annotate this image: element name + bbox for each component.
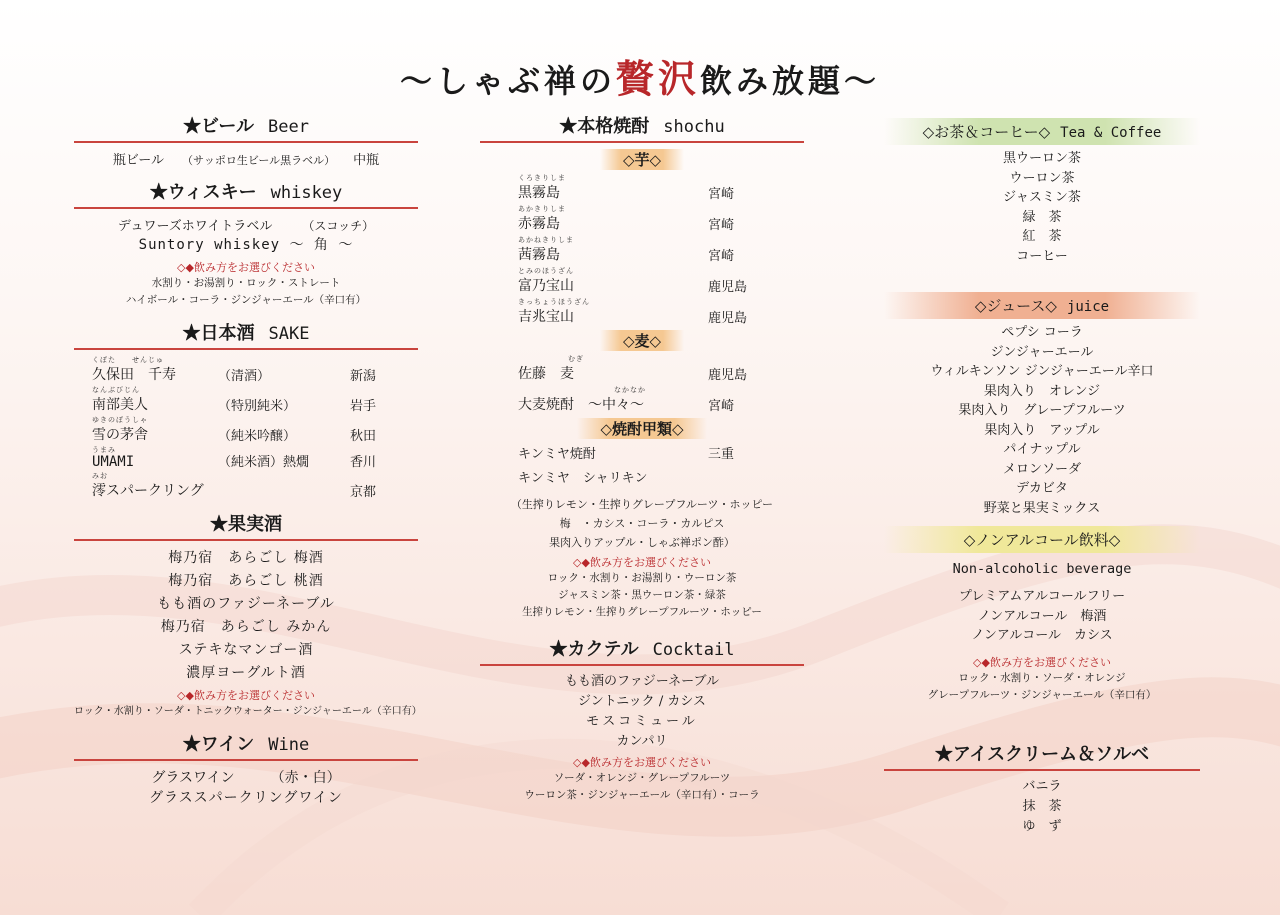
fruit-item: もも酒のファジーネーブル — [157, 596, 335, 612]
shochu-kou-mix-1: （生搾りレモン・生搾りグレープフルーツ・ホッピー — [510, 498, 774, 511]
cocktail-item: ジントニック / カシス — [578, 694, 706, 709]
cocktail-item: カンパリ — [616, 734, 668, 749]
tea-item: ウーロン茶 — [1009, 170, 1075, 186]
juice-item: パイナップル — [1003, 442, 1081, 457]
tea-item: コーヒー — [1016, 248, 1068, 264]
fruit-item: 濃厚ヨーグルト酒 — [186, 665, 306, 681]
section-sake-head: ★日本酒 SAKE — [74, 315, 418, 350]
shochu-kou-head: ◇焼酎甲類◇ — [577, 418, 707, 439]
sake-item: みお 澪スパークリング 京都 — [92, 472, 377, 500]
ice-item: ゆ ず — [1022, 818, 1062, 834]
wine-item-2: グラススパークリングワイン — [149, 790, 343, 806]
section-wine-head: ★ワイン Wine — [74, 726, 418, 761]
column-right — [884, 108, 1200, 837]
whiskey-item-1: デュワーズホワイトラベル （スコッチ） — [117, 219, 375, 234]
shochu-howto-3: 生搾りレモン・生搾りグレープフルーツ・ホッピー — [522, 606, 762, 618]
nonalc-howto-2: グレープフルーツ・ジンジャーエール（辛口有） — [927, 688, 1157, 701]
juice-item: ジンジャーエール — [990, 344, 1094, 360]
wine-item-1: グラスワイン （赤・白） — [151, 770, 341, 786]
shochu-howto-label: ◇◆飲み方をお選びください — [573, 556, 711, 569]
fruit-item: 梅乃宿 あらごし みかん — [160, 619, 332, 635]
shochu-howto-1: ロック・水割り・お湯割り・ウーロン茶 — [547, 572, 737, 584]
juice-item: メロンソーダ — [1002, 461, 1081, 477]
sake-item: うまみ UMAMI （純米酒）熱燗 香川 — [92, 446, 377, 470]
shochu-kou-mix-3: 果肉入りアップル・しゃぶ禅ポン酢） — [549, 536, 735, 549]
tea-item: 黒ウーロン茶 — [1002, 151, 1081, 166]
shochu-kou-mix-2: 梅 ・カシス・コーラ・カルピス — [559, 517, 725, 530]
sake-item: くぼた せんじゅ 久保田 千寿 （清酒） 新潟 — [92, 356, 377, 384]
cocktail-howto-2: ウーロン茶・ジンジャーエール（辛口有）・コーラ — [524, 789, 760, 801]
column-center — [480, 108, 804, 804]
juice-item: 果肉入り オレンジ — [983, 383, 1101, 399]
whiskey-howto-label: ◇◆飲み方をお選びください — [177, 261, 315, 274]
juice-item: 果肉入り グレープフルーツ — [958, 403, 1126, 418]
cocktail-item: もも酒のファジーネーブル — [565, 674, 719, 689]
section-cocktail-head: ★カクテル Cocktail — [480, 631, 804, 666]
tea-item: 緑 茶 — [1022, 209, 1062, 225]
shochu-mugi-item: なかなか 大麦焼酎 ～中々～ 宮崎 — [518, 386, 735, 414]
cocktail-howto-1: ソーダ・オレンジ・グレープフルーツ — [553, 772, 731, 784]
fruit-howto-label: ◇◆飲み方をお選びください — [177, 689, 315, 702]
tea-item: ジャスミン茶 — [1003, 190, 1081, 205]
shochu-imo-item: とみのほうざん 富乃宝山 鹿児島 — [518, 267, 748, 295]
beer-item: 瓶ビール （サッポロ生ビール黒ラベル） 中瓶 — [112, 153, 380, 168]
nonalc-head-en: Non-alcoholic beverage — [952, 561, 1132, 577]
section-beer-head: ★ビール Beer — [74, 108, 418, 143]
sake-item: なんぶびじん 南部美人 （特別純米） 岩手 — [92, 386, 377, 414]
nonalc-item: ノンアルコール 梅酒 — [977, 608, 1107, 624]
nonalc-item: ノンアルコール カシス — [971, 628, 1113, 643]
cocktail-item: モスコミュール — [586, 714, 698, 729]
ice-item: バニラ — [1022, 778, 1062, 794]
juice-item: 野菜と果実ミックス — [983, 500, 1101, 516]
section-shochu-head: ★本格焼酎 shochu — [480, 108, 804, 143]
shochu-kou-item: キンミヤ シャリキン — [518, 471, 648, 486]
section-juice-head: ◇ジュース◇ juice — [884, 292, 1200, 319]
ice-item: 抹 茶 — [1022, 798, 1062, 814]
section-whiskey-head: ★ウィスキー whiskey — [74, 174, 418, 209]
sake-item: ゆきのぼうしゃ 雪の茅舎 （純米吟醸） 秋田 — [92, 416, 377, 444]
section-fruit-head: ★果実酒 — [74, 506, 418, 541]
cocktail-howto-label: ◇◆飲み方をお選びください — [573, 756, 711, 769]
shochu-imo-item: くろきりしま 黒霧島 宮崎 — [518, 174, 735, 202]
shochu-mugi-head: ◇麦◇ — [600, 330, 684, 351]
juice-item: デカビタ — [1016, 481, 1068, 496]
section-ice-head: ★アイスクリーム＆ソルベ — [884, 736, 1200, 771]
fruit-item: 梅乃宿 あらごし 梅酒 — [168, 550, 324, 566]
tea-item: 紅 茶 — [1022, 229, 1062, 244]
juice-item: 果肉入り アップル — [984, 422, 1100, 438]
page-title: ～しゃぶ禅の贅沢飲み放題～ — [399, 56, 881, 101]
whiskey-howto-2: ハイボール・コーラ・ジンジャーエール（辛口有） — [125, 294, 367, 306]
nonalc-howto-1: ロック・水割り・ソーダ・オレンジ — [958, 671, 1126, 684]
fruit-item: ステキなマンゴー酒 — [178, 642, 314, 658]
juice-item: ウィルキンソン ジンジャーエール辛口 — [930, 364, 1154, 379]
whiskey-item-2: Suntory whiskey ～ 角 ～ — [138, 237, 354, 253]
shochu-imo-item: あかねきりしま 茜霧島 宮崎 — [518, 236, 735, 264]
shochu-imo-item: きっちょうほうざん 吉兆宝山 鹿児島 — [518, 298, 748, 326]
juice-item: ペプシ コーラ — [1001, 325, 1083, 340]
shochu-imo-head: ◇芋◇ — [600, 149, 684, 170]
section-nonalc-head: ◇ノンアルコール飲料◇ — [884, 526, 1200, 553]
fruit-howto-1: ロック・水割り・ソーダ・トニックウォーター・ジンジャーエール（辛口有） — [74, 706, 422, 717]
column-left — [74, 108, 422, 810]
shochu-howto-2: ジャスミン茶・黒ウーロン茶・緑茶 — [558, 589, 726, 601]
whiskey-howto-1: 水割り・お湯割り・ロック・ストレート — [151, 277, 341, 289]
sake-list — [74, 356, 418, 500]
shochu-imo-item: あかきりしま 赤霧島 宮崎 — [518, 205, 735, 233]
nonalc-item: プレミアムアルコールフリー — [958, 589, 1126, 604]
section-tea-head: ◇お茶＆コーヒー◇ Tea & Coffee — [884, 118, 1200, 145]
nonalc-howto-label: ◇◆飲み方をお選びください — [973, 655, 1111, 669]
shochu-kou-item: キンミヤ焼酎 三重 — [518, 447, 735, 462]
fruit-item: 梅乃宿 あらごし 桃酒 — [168, 573, 324, 589]
shochu-mugi-item: むぎ 佐藤 麦 鹿児島 — [518, 355, 748, 383]
